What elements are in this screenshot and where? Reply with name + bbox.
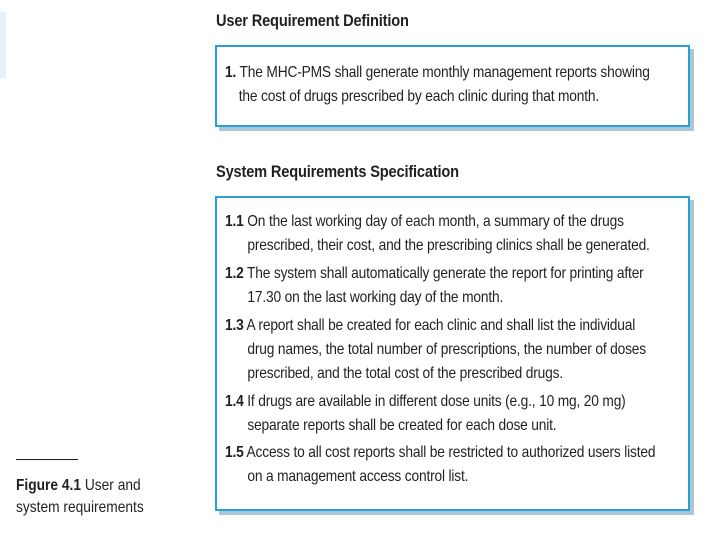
requirement-text-continued: on a management access control list. xyxy=(247,468,469,485)
requirement-text-continued: prescribed, and the total cost of the prescribed drugs. xyxy=(247,365,563,382)
system-requirements-box xyxy=(215,196,690,511)
user-requirement-item xyxy=(225,61,650,109)
user-requirement-box xyxy=(215,45,690,127)
system-requirement-item xyxy=(225,262,644,310)
system-requirement-item xyxy=(225,314,646,386)
figure-caption xyxy=(16,475,144,519)
requirement-text-continued: drug names, the total number of prescriptions, the number of doses xyxy=(247,341,646,358)
requirement-text: Access to all cost reports shall be restricted to authorized users listed xyxy=(246,444,656,461)
requirement-number: 1.4 xyxy=(225,393,244,410)
requirement-text-continued: the cost of drugs prescribed by each clinic during that month. xyxy=(238,88,600,105)
requirement-text-continued: prescribed, their cost, and the prescribing clinics shall be generated. xyxy=(247,237,650,254)
requirement-text: The MHC-PMS shall generate monthly management reports showing xyxy=(239,64,650,81)
requirement-number: 1.5 xyxy=(225,444,244,461)
system-requirement-item xyxy=(225,441,655,489)
requirement-number: 1. xyxy=(225,64,237,81)
requirement-number: 1.2 xyxy=(225,265,244,282)
requirement-text: A report shall be created for each clinic and shall list the individual xyxy=(246,317,636,334)
figure-label: Figure 4.1 xyxy=(16,477,81,494)
requirement-text-continued: separate reports shall be created for each dose unit. xyxy=(247,417,557,434)
requirement-number: 1.1 xyxy=(225,213,244,230)
requirement-text-continued: 17.30 on the last working day of the month. xyxy=(247,289,504,306)
requirement-text: If drugs are available in different dose units (e.g., 10 mg, 20 mg) xyxy=(247,393,626,410)
requirement-text: The system shall automatically generate the report for printing after xyxy=(247,265,644,282)
user-requirement-heading: User Requirement Definition xyxy=(216,11,409,30)
requirement-text: On the last working day of each month, a summary of the drugs xyxy=(247,213,624,230)
system-requirement-item xyxy=(225,210,650,258)
requirement-number: 1.3 xyxy=(225,317,244,334)
left-accent-bar xyxy=(0,12,6,78)
figure-caption-rule xyxy=(16,459,78,460)
figure-caption-text-continued: system requirements xyxy=(16,499,144,516)
system-requirement-item xyxy=(225,390,626,438)
figure-caption-text: User and xyxy=(84,477,141,494)
system-requirements-heading: System Requirements Specification xyxy=(216,162,459,181)
